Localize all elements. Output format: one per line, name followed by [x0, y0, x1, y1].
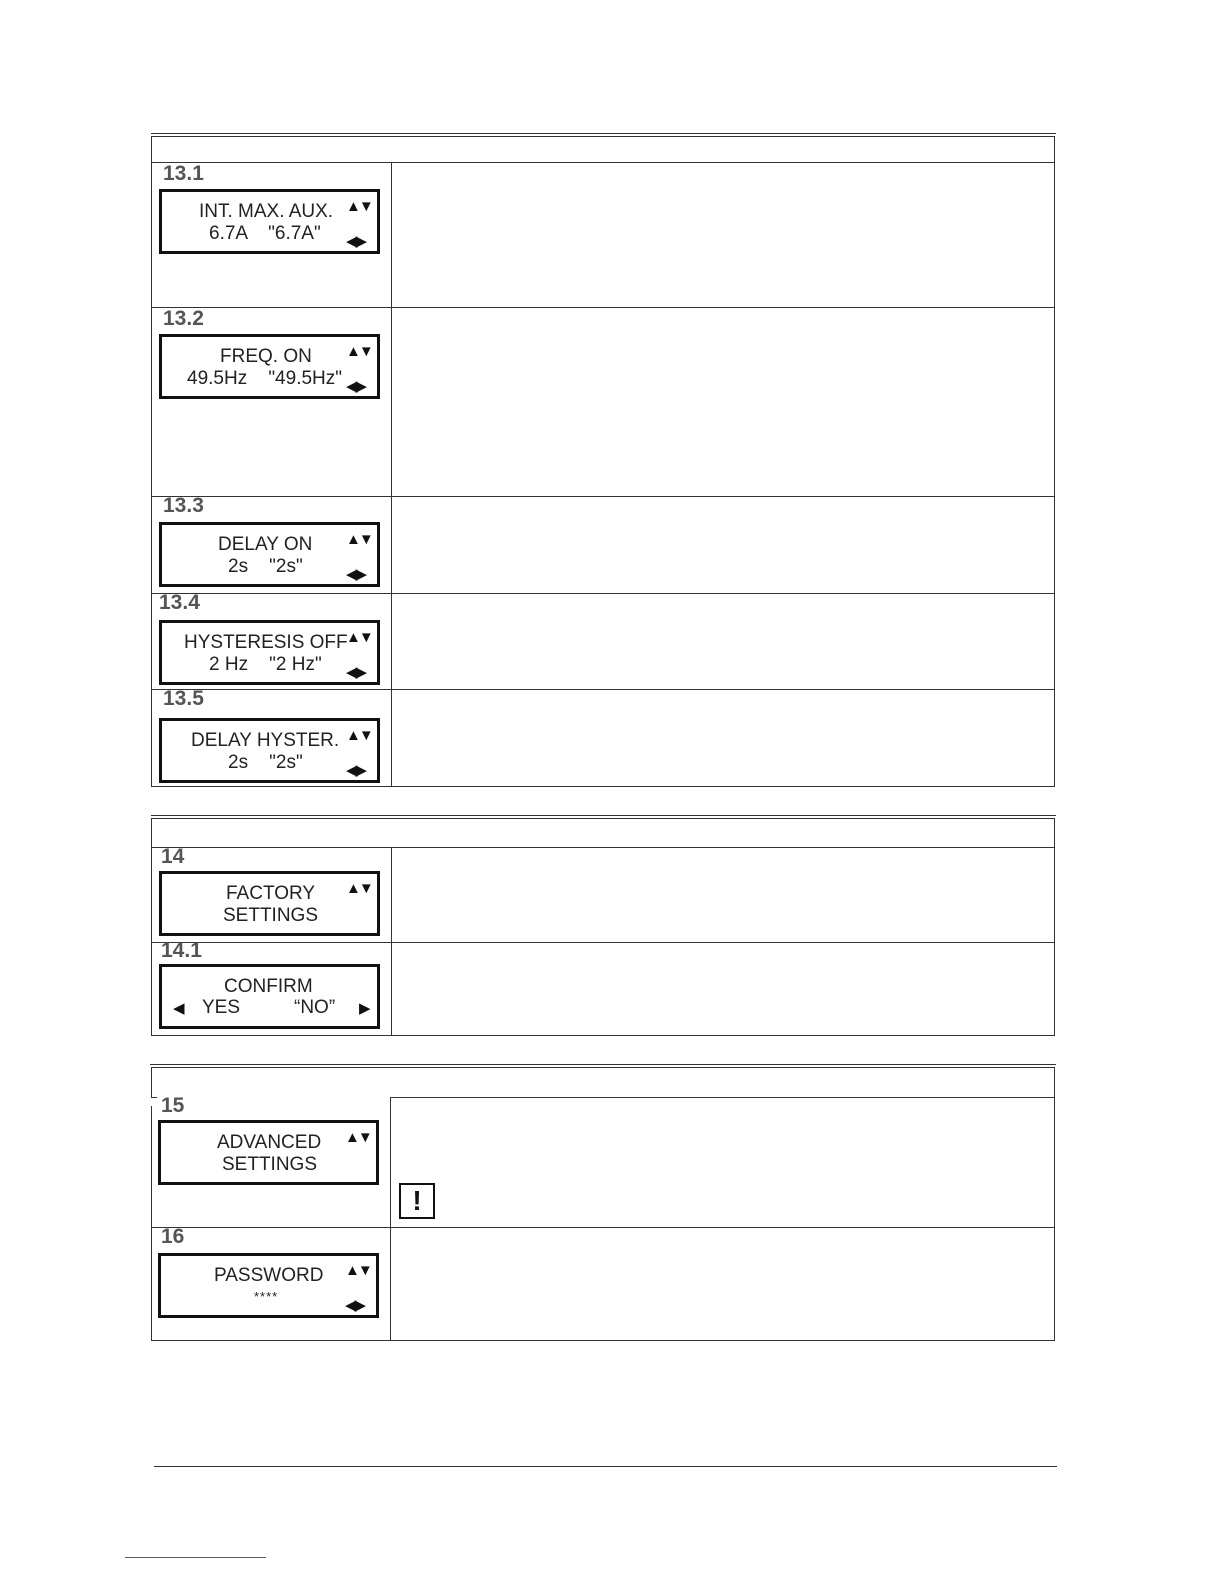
row-number: 16 [161, 1225, 185, 1248]
left-right-arrows-icon: ◀▶ [346, 566, 366, 583]
table-row [152, 591, 1054, 690]
table-row [151, 1094, 1054, 1228]
table-top-rule [150, 1064, 1056, 1065]
row-number: 13.3 [163, 494, 204, 517]
table-top-rule [151, 815, 1056, 816]
left-right-arrows-icon: ◀▶ [346, 233, 366, 250]
up-down-arrows-icon: ▲▼ [345, 1262, 371, 1279]
lcd-display [159, 189, 380, 254]
up-down-arrows-icon: ▲▼ [345, 1129, 371, 1146]
lcd-line-2: 2s "2s" [228, 752, 303, 773]
row-number: 14.1 [161, 939, 202, 962]
lcd-display [159, 522, 380, 587]
left-right-arrows-icon: ◀▶ [346, 762, 366, 779]
lcd-line-1: HYSTERESIS OFF [184, 632, 348, 653]
row-number: 13.4 [159, 591, 200, 614]
row-number: 14 [161, 845, 185, 868]
table-row [152, 687, 1054, 786]
row-number: 13.5 [163, 687, 204, 710]
table-row [151, 1225, 1054, 1340]
lcd-line-1: INT. MAX. AUX. [199, 201, 334, 222]
up-down-arrows-icon: ▲▼ [346, 727, 372, 744]
lcd-line-2: SETTINGS [222, 1154, 318, 1175]
footer-link-underline[interactable] [125, 1557, 266, 1558]
lcd-no-option: “NO” [294, 997, 336, 1018]
lcd-yes-option: YES [202, 997, 241, 1018]
lcd-line-2: 49.5Hz "49.5Hz" [187, 368, 343, 389]
up-down-arrows-icon: ▲▼ [346, 880, 372, 897]
table-row [152, 845, 1054, 943]
lcd-display [159, 964, 380, 1029]
up-down-arrows-icon: ▲▼ [346, 629, 372, 646]
lcd-line-2: 2s "2s" [228, 556, 303, 577]
footer-rule [154, 1466, 1057, 1467]
lcd-display [158, 1120, 379, 1185]
left-right-arrows-icon: ◀▶ [345, 1297, 365, 1314]
lcd-line-2: 2 Hz "2 Hz" [209, 654, 322, 675]
lcd-display [159, 334, 380, 399]
lcd-line-2: 6.7A "6.7A" [209, 223, 321, 244]
row-number: 13.2 [163, 307, 204, 330]
lcd-display [159, 871, 380, 936]
lcd-display [159, 718, 380, 783]
lcd-line-1: ADVANCED [217, 1132, 322, 1153]
parameter-table-14 [151, 818, 1055, 1036]
up-down-arrows-icon: ▲▼ [346, 198, 372, 215]
row-number: 15 [161, 1094, 185, 1117]
up-down-arrows-icon: ▲▼ [346, 343, 372, 360]
table-row [152, 163, 1054, 308]
row-number: 13.1 [163, 162, 204, 185]
left-right-arrows-icon: ◀▶ [346, 664, 366, 681]
table-row [152, 308, 1054, 497]
lcd-line-1: FREQ. ON [220, 346, 312, 367]
right-arrow-icon: ▶ [359, 1000, 369, 1017]
parameter-table-15 [151, 1067, 1055, 1341]
left-right-arrows-icon: ◀▶ [346, 378, 366, 395]
lcd-line-1: CONFIRM [224, 976, 313, 997]
lcd-display [159, 620, 380, 685]
up-down-arrows-icon: ▲▼ [346, 531, 372, 548]
table-top-rule [151, 133, 1056, 134]
lcd-line-1: FACTORY [226, 883, 316, 904]
table-header [152, 819, 1054, 848]
lcd-line-1: DELAY ON [218, 534, 313, 555]
lcd-line-1: PASSWORD [214, 1265, 324, 1286]
left-arrow-icon: ◀ [173, 1000, 183, 1017]
table-row [152, 494, 1054, 594]
lcd-line-1: DELAY HYSTER. [191, 730, 340, 751]
lcd-display [158, 1253, 379, 1318]
table-header [152, 137, 1054, 163]
parameter-table-13 [151, 136, 1055, 787]
lcd-line-2: **** [254, 1289, 279, 1304]
caution-icon: ! [399, 1183, 435, 1219]
lcd-line-2: SETTINGS [223, 905, 319, 926]
table-row [152, 939, 1054, 1035]
